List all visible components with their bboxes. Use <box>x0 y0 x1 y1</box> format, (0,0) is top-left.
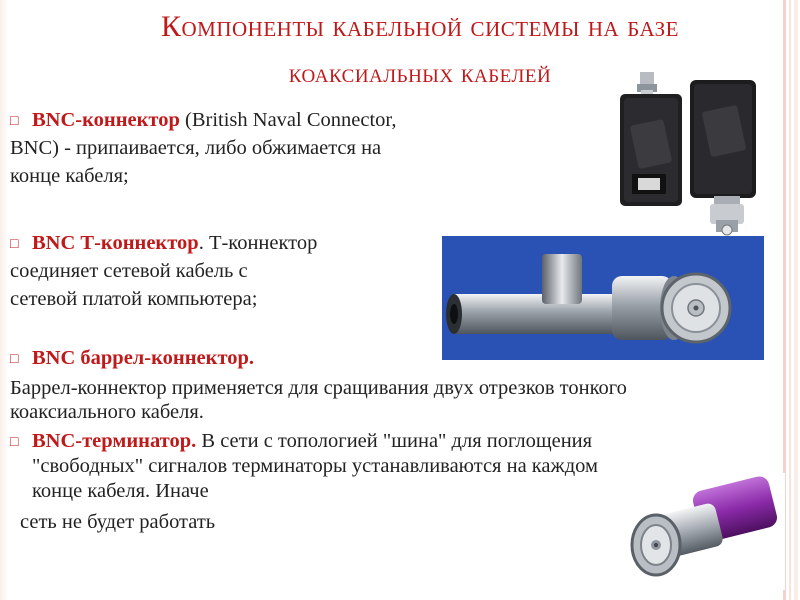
slide-title-line1: Компоненты кабельной системы на базе <box>161 10 679 43</box>
bnc-t-connector-photo <box>442 236 764 360</box>
t-connector-term: BNC Т-коннектор <box>32 232 199 254</box>
terminator-line3: конце кабеля. Иначе <box>32 480 209 502</box>
bullet-icon <box>10 231 32 259</box>
bnc-connector-line1 <box>10 106 397 136</box>
terminator-line4: сеть не будет работать <box>20 511 216 533</box>
slide-title-line2: коаксиальных кабелей <box>288 58 552 88</box>
right-edge-stripe <box>794 0 798 600</box>
left-edge-decoration <box>0 0 8 600</box>
bullet-icon <box>10 346 32 374</box>
bnc-adapter-photo <box>610 70 770 238</box>
barrel-connector-line1 <box>10 344 254 374</box>
bullet-icon <box>10 108 32 136</box>
terminator-illustration <box>620 473 785 590</box>
right-edge-stripe <box>789 0 791 600</box>
bnc-connector-line2: BNC) - припаивается, либо обжимается на <box>10 137 382 159</box>
bullet-icon <box>10 429 32 457</box>
terminator-text: В сети с топологией "шина" для поглощения <box>196 430 593 452</box>
barrel-connector-term: BNC баррел-коннектор. <box>32 347 255 369</box>
bnc-adapter-illustration <box>610 70 770 238</box>
bnc-terminator-photo <box>620 473 785 590</box>
terminator-line2: "свободных" сигналов терминаторы устанавливаются на каждом <box>32 455 598 477</box>
barrel-connector-line3: коаксиального кабеля. <box>10 401 204 423</box>
t-connector-line2: соединяет сетевой кабель с <box>10 260 248 282</box>
barrel-connector-line2: Баррел-коннектор применяется для сращивания двух отрезков тонкого <box>10 377 627 399</box>
terminator-term: BNC-терминатор. <box>32 430 197 452</box>
bnc-connector-line3: конце кабеля; <box>10 165 129 187</box>
bnc-connector-term: BNC-коннектор <box>32 109 180 131</box>
t-connector-line3: сетевой платой компьютера; <box>10 288 258 310</box>
t-connector-text: . Т-коннектор <box>198 232 318 254</box>
bnc-connector-text: (British Naval Connector, <box>179 109 397 131</box>
t-connector-line1 <box>10 229 317 259</box>
t-connector-illustration <box>442 236 764 360</box>
